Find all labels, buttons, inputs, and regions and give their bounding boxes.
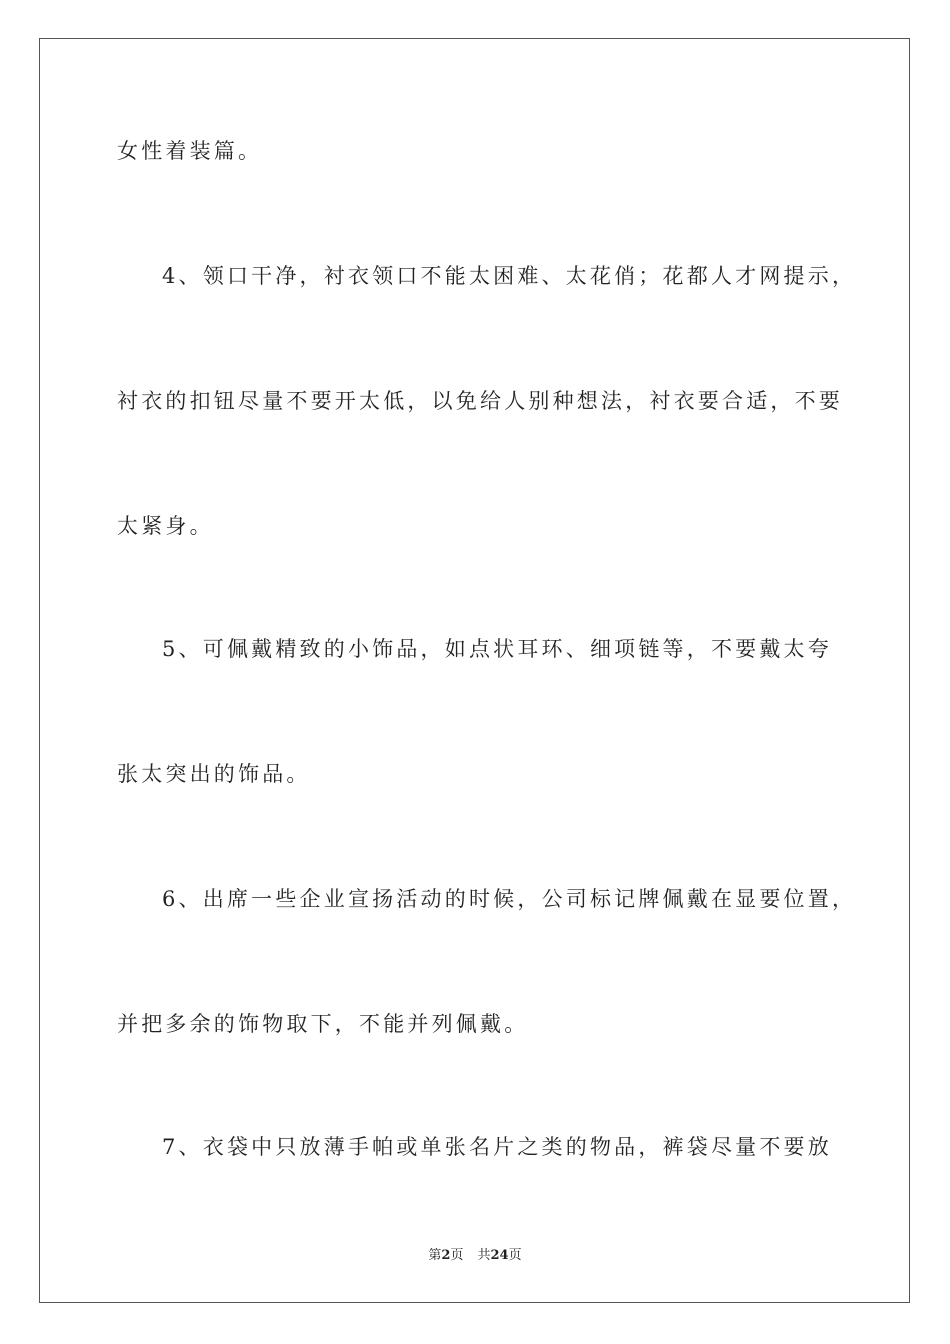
text-line-8: 并把多余的饰物取下，不能并列佩戴。 xyxy=(117,1012,529,1036)
page-total: 24 xyxy=(490,1248,509,1263)
text-line-3: 衬衣的扣钮尽量不要开太低，以免给人别种想法，衬衣要合适，不要 xyxy=(117,389,843,413)
text-line-9: 7、衣袋中只放薄手帕或单张名片之类的物品，裤袋尽量不要放 xyxy=(162,1135,832,1159)
text-line-6: 张太突出的饰品。 xyxy=(117,762,311,786)
page-current: 2 xyxy=(441,1248,451,1263)
page-footer xyxy=(0,1246,950,1266)
page-prefix: 第 xyxy=(428,1248,442,1263)
text-line-4: 太紧身。 xyxy=(117,514,214,538)
page-unit: 页 xyxy=(450,1248,464,1263)
total-unit: 页 xyxy=(508,1248,522,1263)
total-prefix: 共 xyxy=(477,1248,491,1263)
text-line-7: 6、出席一些企业宣扬活动的时候，公司标记牌佩戴在显要位置， xyxy=(162,887,857,911)
text-line-5: 5、可佩戴精致的小饰品，如点状耳环、细项链等，不要戴太夸 xyxy=(162,637,832,661)
text-line-2: 4、领口干净，衬衣领口不能太困难、太花俏；花都人才网提示， xyxy=(162,264,857,288)
page-border xyxy=(39,38,910,1303)
text-line-1: 女性着装篇。 xyxy=(117,139,263,163)
